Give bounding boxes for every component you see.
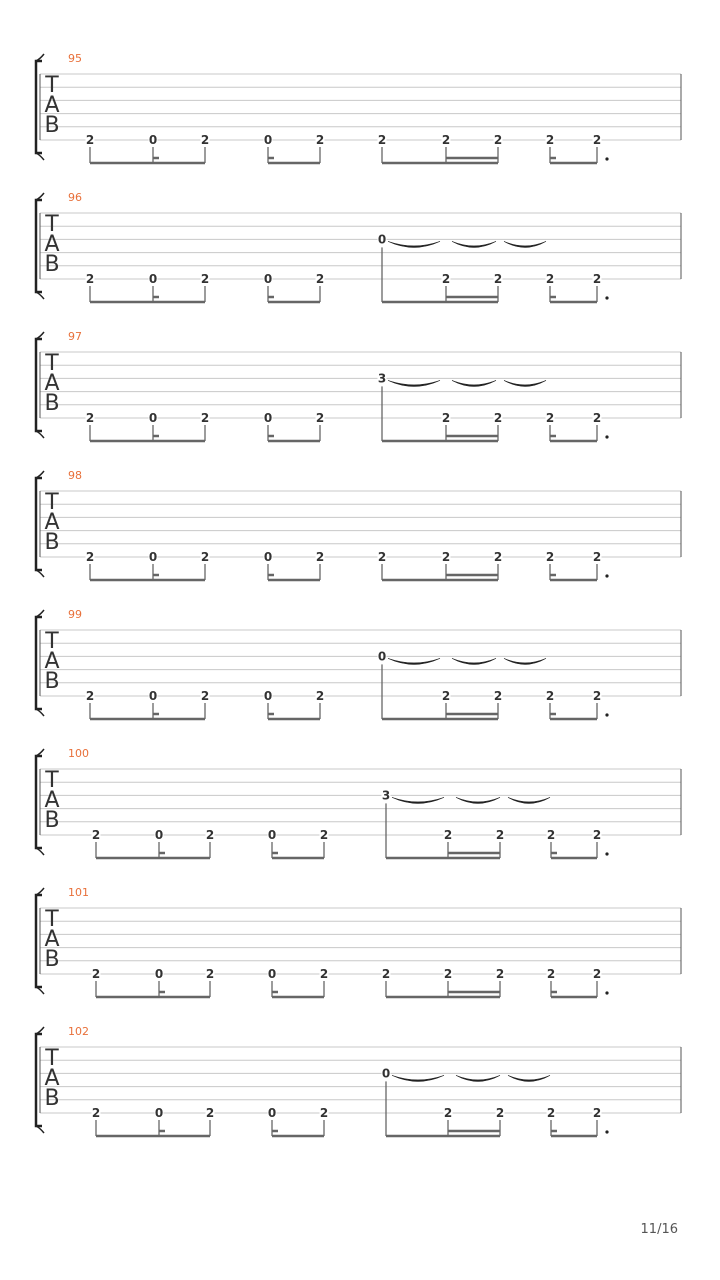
fret-number: 2 bbox=[592, 411, 602, 425]
fret-number: 0 bbox=[263, 689, 273, 703]
measure-number: 102 bbox=[68, 1025, 89, 1038]
fret-number: 2 bbox=[592, 828, 602, 842]
tab-system bbox=[36, 886, 681, 997]
tab-clef-letter: A bbox=[44, 371, 60, 396]
fret-number: 2 bbox=[315, 133, 325, 147]
system-bracket bbox=[36, 1034, 42, 1126]
fret-number: 2 bbox=[545, 272, 555, 286]
fret-number: 0 bbox=[148, 133, 158, 147]
tab-clef-letter: T bbox=[45, 629, 59, 654]
tab-clef-letter: A bbox=[44, 788, 60, 813]
tab-clef-letter: A bbox=[44, 1066, 60, 1091]
fret-number: 0 bbox=[377, 649, 387, 664]
fret-number: 0 bbox=[263, 550, 273, 564]
let-ring-tie bbox=[452, 241, 496, 247]
fret-number: 0 bbox=[154, 1106, 164, 1120]
fret-number: 2 bbox=[85, 689, 95, 703]
fret-number: 2 bbox=[592, 133, 602, 147]
measure-number: 95 bbox=[68, 52, 82, 65]
fret-number: 2 bbox=[493, 411, 503, 425]
system-bracket bbox=[36, 339, 42, 431]
tab-clef-letter: B bbox=[44, 252, 60, 277]
tab-system bbox=[36, 608, 681, 719]
tab-system bbox=[36, 191, 681, 302]
tab-clef-letter: A bbox=[44, 232, 60, 257]
let-ring-tie bbox=[392, 1075, 444, 1081]
fret-number: 2 bbox=[546, 828, 556, 842]
fret-number: 2 bbox=[592, 967, 602, 981]
fret-number: 2 bbox=[315, 550, 325, 564]
tab-clef-letter: T bbox=[45, 768, 59, 793]
rhythm-dot bbox=[605, 1130, 608, 1133]
let-ring-tie bbox=[504, 380, 546, 386]
fret-number: 2 bbox=[592, 272, 602, 286]
tab-system bbox=[36, 747, 681, 858]
fret-number: 2 bbox=[319, 967, 329, 981]
fret-number: 2 bbox=[441, 411, 451, 425]
fret-number: 2 bbox=[495, 828, 505, 842]
tab-system bbox=[36, 52, 681, 163]
fret-number: 0 bbox=[154, 828, 164, 842]
fret-number: 2 bbox=[545, 689, 555, 703]
fret-number: 2 bbox=[205, 1106, 215, 1120]
fret-number: 2 bbox=[592, 689, 602, 703]
fret-number: 2 bbox=[592, 1106, 602, 1120]
fret-number: 2 bbox=[545, 550, 555, 564]
system-bracket bbox=[36, 200, 42, 292]
measure-number: 96 bbox=[68, 191, 82, 204]
let-ring-tie bbox=[456, 1075, 500, 1081]
let-ring-tie bbox=[504, 658, 546, 664]
tab-clef-letter: A bbox=[44, 510, 60, 535]
fret-number: 2 bbox=[200, 411, 210, 425]
tab-clef-letter: B bbox=[44, 669, 60, 694]
system-bracket bbox=[36, 617, 42, 709]
fret-number: 2 bbox=[441, 550, 451, 564]
tab-clef-letter: T bbox=[45, 73, 59, 98]
let-ring-tie bbox=[452, 380, 496, 386]
tab-system bbox=[36, 469, 681, 580]
fret-number: 0 bbox=[154, 967, 164, 981]
tab-clef-letter: A bbox=[44, 93, 60, 118]
fret-number: 2 bbox=[493, 550, 503, 564]
fret-number: 2 bbox=[85, 550, 95, 564]
fret-number: 2 bbox=[377, 550, 387, 564]
rhythm-dot bbox=[605, 991, 608, 994]
fret-number: 2 bbox=[319, 828, 329, 842]
let-ring-tie bbox=[508, 797, 550, 803]
tab-clef-letter: B bbox=[44, 947, 60, 972]
rhythm-dot bbox=[605, 852, 608, 855]
tab-clef-letter: B bbox=[44, 1086, 60, 1111]
fret-number: 2 bbox=[493, 689, 503, 703]
fret-number: 2 bbox=[443, 1106, 453, 1120]
fret-number: 2 bbox=[441, 689, 451, 703]
fret-number: 2 bbox=[91, 1106, 101, 1120]
tab-clef-letter: T bbox=[45, 1046, 59, 1071]
fret-number: 2 bbox=[200, 689, 210, 703]
fret-number: 0 bbox=[148, 550, 158, 564]
tab-clef-letter: T bbox=[45, 351, 59, 376]
page-number: 11/16 bbox=[640, 1222, 678, 1237]
measure-number: 101 bbox=[68, 886, 89, 899]
fret-number: 2 bbox=[91, 967, 101, 981]
tab-clef-letter: T bbox=[45, 212, 59, 237]
let-ring-tie bbox=[504, 241, 546, 247]
fret-number: 2 bbox=[315, 689, 325, 703]
fret-number: 0 bbox=[381, 1066, 391, 1081]
tab-clef-letter: B bbox=[44, 113, 60, 138]
fret-number: 2 bbox=[85, 411, 95, 425]
fret-number: 0 bbox=[267, 1106, 277, 1120]
measure-number: 97 bbox=[68, 330, 82, 343]
fret-number: 2 bbox=[91, 828, 101, 842]
fret-number: 2 bbox=[495, 967, 505, 981]
fret-number: 0 bbox=[148, 272, 158, 286]
fret-number: 0 bbox=[377, 232, 387, 247]
tab-clef-letter: A bbox=[44, 649, 60, 674]
fret-number: 2 bbox=[319, 1106, 329, 1120]
fret-number: 2 bbox=[315, 272, 325, 286]
fret-number: 2 bbox=[85, 133, 95, 147]
let-ring-tie bbox=[392, 797, 444, 803]
fret-number: 2 bbox=[315, 411, 325, 425]
measure-number: 99 bbox=[68, 608, 82, 621]
fret-number: 2 bbox=[441, 133, 451, 147]
fret-number: 2 bbox=[441, 272, 451, 286]
fret-number: 0 bbox=[148, 689, 158, 703]
tab-system bbox=[36, 330, 681, 441]
rhythm-dot bbox=[605, 157, 608, 160]
system-bracket bbox=[36, 895, 42, 987]
tab-clef-letter: T bbox=[45, 907, 59, 932]
tab-clef-letter: A bbox=[44, 927, 60, 952]
fret-number: 0 bbox=[263, 411, 273, 425]
measure-number: 100 bbox=[68, 747, 89, 760]
tab-clef-letter: B bbox=[44, 530, 60, 555]
system-bracket bbox=[36, 478, 42, 570]
fret-number: 0 bbox=[267, 828, 277, 842]
let-ring-tie bbox=[388, 241, 440, 247]
tab-system bbox=[36, 1025, 681, 1136]
system-bracket bbox=[36, 756, 42, 848]
rhythm-dot bbox=[605, 574, 608, 577]
tab-clef-letter: B bbox=[44, 808, 60, 833]
fret-number: 3 bbox=[381, 788, 391, 803]
fret-number: 2 bbox=[592, 550, 602, 564]
fret-number: 2 bbox=[205, 828, 215, 842]
let-ring-tie bbox=[388, 380, 440, 386]
fret-number: 2 bbox=[200, 133, 210, 147]
fret-number: 0 bbox=[148, 411, 158, 425]
rhythm-dot bbox=[605, 435, 608, 438]
fret-number: 2 bbox=[546, 967, 556, 981]
fret-number: 2 bbox=[545, 133, 555, 147]
fret-number: 2 bbox=[381, 967, 391, 981]
fret-number: 2 bbox=[493, 272, 503, 286]
fret-number: 2 bbox=[495, 1106, 505, 1120]
fret-number: 2 bbox=[545, 411, 555, 425]
tab-clef-letter: B bbox=[44, 391, 60, 416]
rhythm-dot bbox=[605, 296, 608, 299]
tab-clef-letter: T bbox=[45, 490, 59, 515]
fret-number: 0 bbox=[263, 133, 273, 147]
let-ring-tie bbox=[388, 658, 440, 664]
system-bracket bbox=[36, 61, 42, 153]
rhythm-dot bbox=[605, 713, 608, 716]
fret-number: 3 bbox=[377, 371, 387, 386]
fret-number: 2 bbox=[205, 967, 215, 981]
fret-number: 2 bbox=[200, 272, 210, 286]
fret-number: 0 bbox=[263, 272, 273, 286]
fret-number: 0 bbox=[267, 967, 277, 981]
let-ring-tie bbox=[452, 658, 496, 664]
fret-number: 2 bbox=[493, 133, 503, 147]
fret-number: 2 bbox=[200, 550, 210, 564]
fret-number: 2 bbox=[377, 133, 387, 147]
fret-number: 2 bbox=[546, 1106, 556, 1120]
let-ring-tie bbox=[508, 1075, 550, 1081]
fret-number: 2 bbox=[443, 967, 453, 981]
fret-number: 2 bbox=[443, 828, 453, 842]
let-ring-tie bbox=[456, 797, 500, 803]
measure-number: 98 bbox=[68, 469, 82, 482]
fret-number: 2 bbox=[85, 272, 95, 286]
